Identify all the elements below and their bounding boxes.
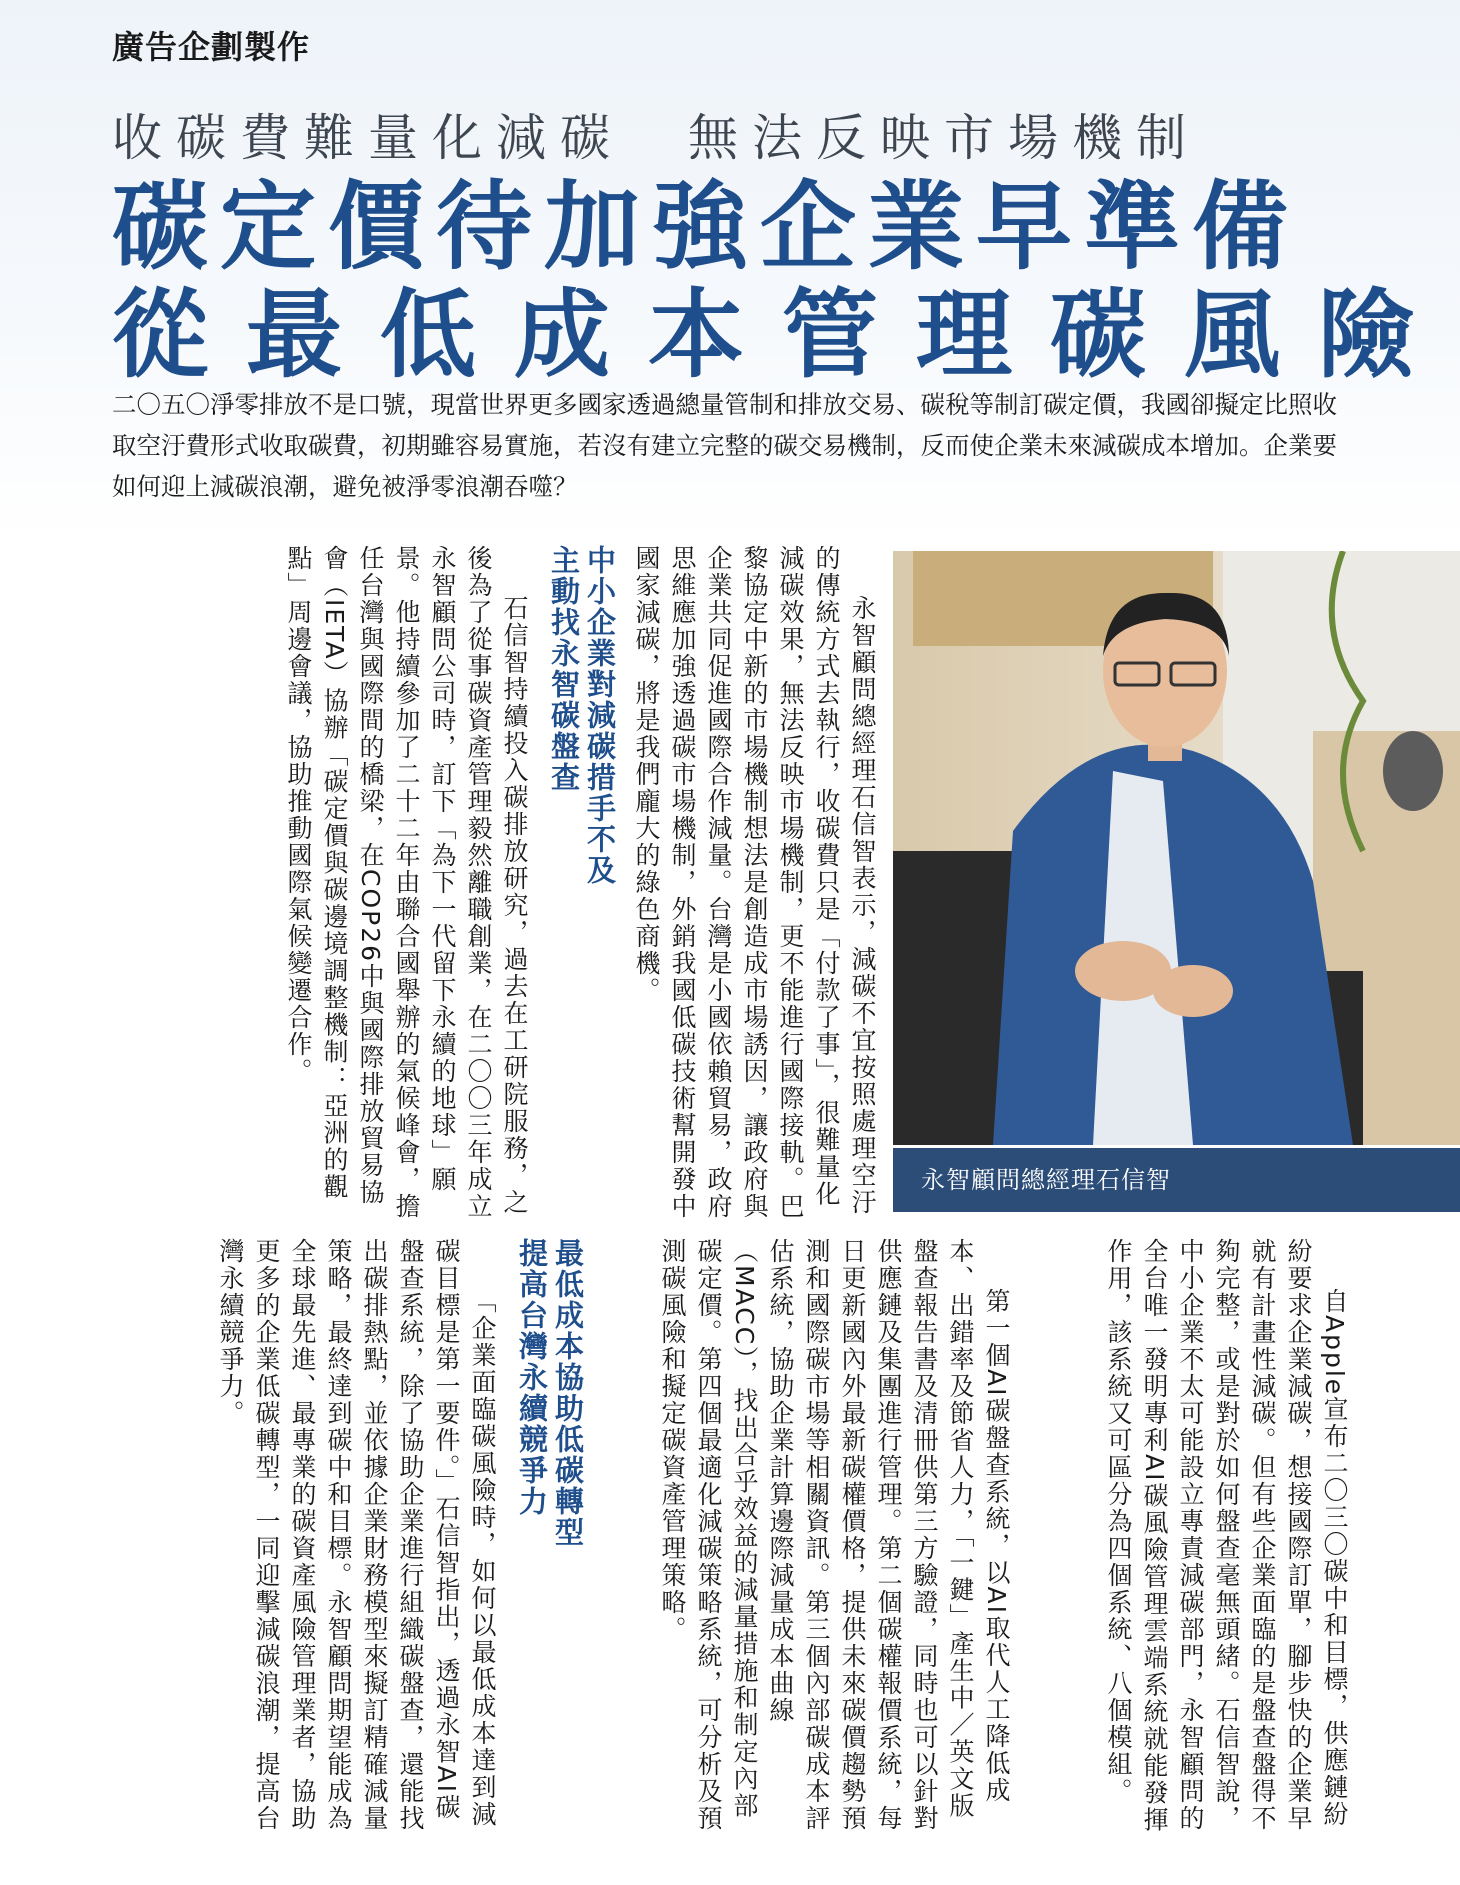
- section-heading-line: 中小企業對減碳措手不及: [583, 545, 617, 886]
- subheadline: 收碳費難量化減碳 無法反映市場機制: [112, 109, 1200, 167]
- body-paragraph: 「企業面臨碳風險時，如何以最低成本達到減碳目標是第一要件。」石信智指出，透過永智AI碳盤查系統，除了協助企業進行組織碳盤查，還能找出碳排熱點，並依據企業財務模型來擬訂精確減量策略，最終達到碳中和目標。永智顧問期望能成為全球最先進、最專業的碳資產風險管理業者，協助更多的企業低碳轉型，一同迎擊減碳浪潮，提高台灣永續競爭力。: [216, 1238, 497, 1832]
- lede-paragraph: 二〇五〇淨零排放不是口號，現當世界更多國家透過總量管制和排放交易、碳稅等制訂碳定價，我國卻擬定比照收取空汙費形式收取碳費，初期雖容易實施，若沒有建立完整的碳交易機制，反而使企業未來減碳成本增加。企業要如何迎上減碳浪潮，避免被淨零浪潮吞噬？: [112, 390, 1337, 501]
- section-heading-line: 主動找永智碳盤查: [547, 545, 581, 793]
- upper-left-column-block: [100, 545, 880, 1225]
- body-paragraph: 第一個AI碳盤查系統，以AI取代人工降低成本、出錯率及節省人力，「一鍵」產生中／英文版盤查報告書及清冊供第三方驗證，同時也可以針對供應鏈及集團進行管理。第二個碳權報價系統，每日更新國內外最新碳權價格，提供未來碳價趨勢預測和國際碳市場等相關資訊。第三個內部碳成本評估系統，協助企業計算邊際減量成本曲線（MACC），找出合乎效益的減量措施和制定內部碳定價。第四個最適化減碳策略系統，可分析及預測碳風險和擬定碳資產管理策略。: [658, 1238, 1011, 1832]
- section-heading-line: 提高台灣永續競爭力: [515, 1238, 549, 1517]
- lower-left-column-block: [100, 1238, 596, 1838]
- lower-middle-column-block: [602, 1238, 1014, 1838]
- advertorial-label: 廣告企劃製作: [112, 28, 311, 66]
- portrait-photo: [893, 551, 1460, 1145]
- lower-right-column-block: [1018, 1238, 1352, 1838]
- portrait-illustration: [893, 551, 1460, 1145]
- headline-line-2: 從最低成本管理碳風險: [112, 279, 1452, 391]
- photo-caption: 永智顧問總經理石信智: [893, 1148, 1460, 1212]
- section-heading: [514, 1238, 586, 1838]
- body-paragraph: 自Apple宣布二〇三〇碳中和目標，供應鏈紛紛要求企業減碳，想接國際訂單，腳步快的企業早就有計畫性減碳。但有些企業面臨的是盤查盤得不夠完整，或是對於如何盤查毫無頭緒。石信智說，中小企業不太可能設立專責減碳部門，永智顧問的全台唯一發明專利AI碳風險管理雲端系統就能發揮作用，該系統又可區分為四個系統、八個模組。: [1104, 1238, 1349, 1834]
- section-heading-line: 最低成本協助低碳轉型: [551, 1238, 585, 1548]
- section-heading: [546, 545, 618, 1225]
- body-paragraph: 永智顧問總經理石信智表示，減碳不宜按照處理空汙的傳統方式去執行，收碳費只是「付款了事」，很難量化減碳效果，無法反映市場機制，更不能進行國際接軌。巴黎協定中新的市場機制想法是創造成市場誘因，讓政府與企業共同促進國際合作減量。台灣是小國依賴貿易，政府思維應加強透過碳市場機制，外銷我國低碳技術幫開發中國家減碳，將是我們龐大的綠色商機。: [632, 545, 877, 1220]
- headline-line-1: 碳定價待加強企業早準備: [112, 171, 1300, 283]
- body-paragraph: 石信智持續投入碳排放研究，過去在工研院服務，之後為了從事碳資產管理毅然離職創業，在二〇〇三年成立永智顧問公司時，訂下「為下一代留下永續的地球」願景。他持續參加了二十二年由聯合國舉辦的氣候峰會，擔任台灣與國際間的橋梁，在COP26中與國際排放貿易協會（IETA）協辦「碳定價與碳邊境調整機制：亞洲的觀點」周邊會議，協助推動國際氣候變遷合作。: [284, 545, 529, 1220]
